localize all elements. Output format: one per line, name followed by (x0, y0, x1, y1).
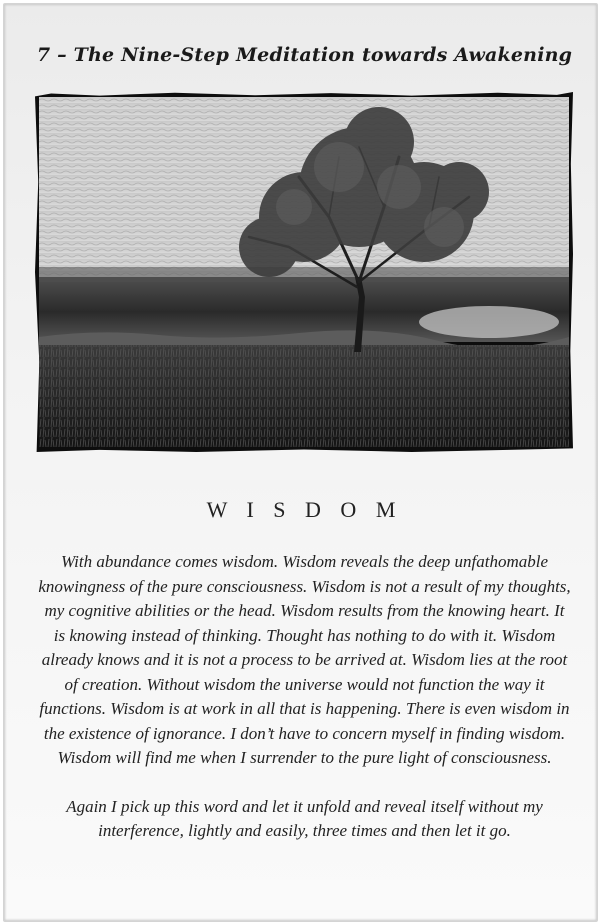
body-paragraph-2: Again I pick up this word and let it unfold and reveal itself without my interference, lightly and easily, three times and then let it go. (66, 796, 543, 840)
card-header-title: 7 – The Nine-Step Meditation towards Awakening (36, 44, 573, 66)
card-word-title: W I S D O M (206, 497, 403, 522)
tree-lake-photo (39, 97, 569, 447)
photo-frame (35, 92, 573, 452)
body-paragraph-1: With abundance comes wisdom. Wisdom reveals the deep unfathomable knowingness of the pure consciousness. Wisdom is not a result of my thoughts, my cognitive abilities or the head. Wisdom results from the knowing heart. It is knowing instead of thinking. Thought has nothing to do with it. Wisdom already knows and it is not a process to be arrived at. Wisdom lies at the root of creation. Without wisdom the universe would not function the way it functions. Wisdom is at work in all that is happening. There is even wisdom in the existence of ignorance. I don’t have to concern myself in finding wisdom. Wisdom will find me when I surrender to the pure light of consciousness. (38, 552, 571, 767)
meditation-card (3, 3, 598, 922)
card-body (38, 550, 571, 868)
